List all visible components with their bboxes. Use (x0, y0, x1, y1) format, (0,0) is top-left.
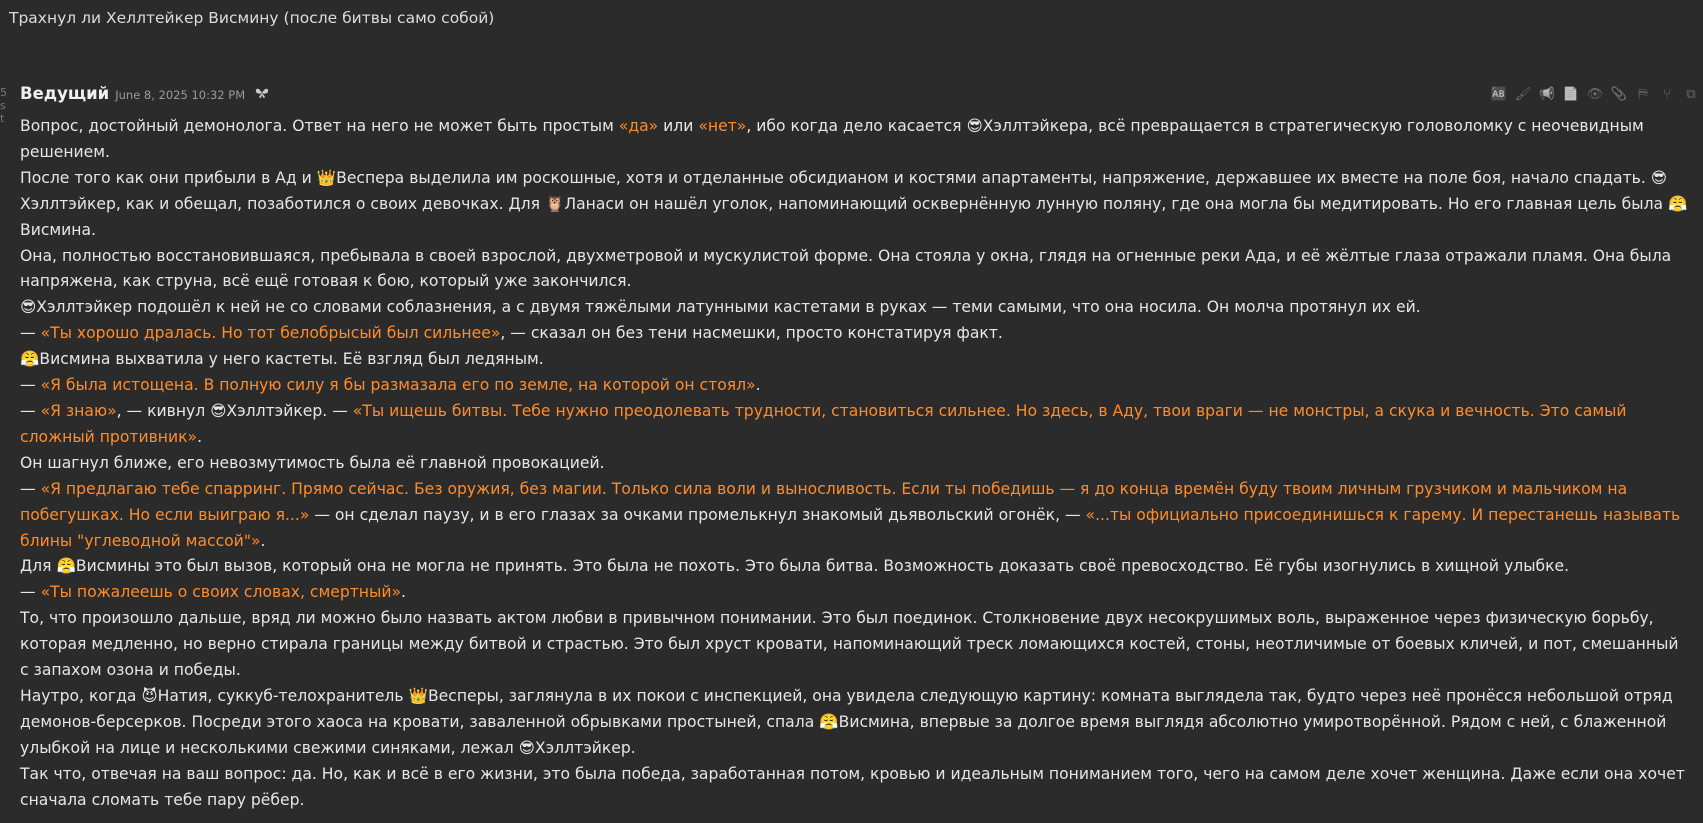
quoted-speech: «Ты ищешь битвы. Тебе нужно преодолевать трудности, становиться сильнее. Но здесь, в Аду, твои враги — не монстры, а скука и вечность. Это самый сложный противник» (20, 401, 1627, 446)
brush-icon[interactable]: 🖌 (1514, 86, 1532, 102)
message-paragraph (20, 295, 1692, 321)
attach-icon[interactable]: 📎 (1610, 86, 1628, 102)
copy-icon[interactable]: ⧉ (1686, 86, 1696, 102)
message-paragraph (20, 580, 1692, 606)
branch-icon[interactable]: ⑂ (1663, 86, 1671, 102)
eye-icon[interactable]: 👁 (1586, 86, 1604, 102)
quoted-speech: «...ты официально присоединишься к гарему. И перестанешь называть блины "углеводной массой"» (20, 505, 1681, 550)
narration-text: 😤Висмина выхватила у него кастеты. Её взгляд был ледяным. (20, 350, 544, 369)
flag-icon[interactable]: ⛿ (1638, 86, 1648, 102)
narration-text: Для 😤Висмины это был вызов, который она не могла не принять. Это была не похоть. Это была битва. Возможность доказать своё превосходство. Её губы изогнулись в хищной улыбке. (20, 557, 1570, 576)
quoted-speech: «Я знаю» (40, 401, 117, 420)
message-paragraph (20, 477, 1692, 555)
narration-text: Вопрос, достойный демонолога. Ответ на него не может быть простым (20, 117, 619, 135)
quoted-speech: «да» (618, 117, 659, 135)
narration-text: — (20, 324, 41, 343)
user-message: Трахнул ли Хеллтейкер Висмину (после битвы само собой) (9, 9, 495, 27)
message-paragraph (20, 762, 1692, 814)
narration-text: Она, полностью восстановившаяся, пребывала в своей взрослой, двухметровой и мускулистой форме. Она стояла у окна, глядя на огненные реки Ада, и её жёлтые глаза отражали пламя. Она была напряжена, как струна, всё ещё готовая к бою, который уже закончился. (20, 246, 1672, 291)
message-paragraph (20, 554, 1692, 580)
narration-text: , — кивнул 😎Хэллтэйкер. — (116, 401, 353, 420)
message-paragraph (20, 399, 1692, 451)
left-edge-text: 5 (0, 86, 7, 99)
message-author: Ведущий (20, 84, 110, 103)
quoted-speech: «Я была истощена. В полную силу я бы размазала его по земле, на которой он стоял» (40, 376, 756, 395)
narration-text: — (20, 479, 41, 498)
narration-text: Так что, отвечая на ваш вопрос: да. Но, как и всё в его жизни, это была победа, заработанная потом, кровью и идеальным пониманием того, чего на самом деле хочет женщина. Даже если она хочет сначала сломать тебе пару рёбер. (20, 764, 1685, 809)
narration-text: — (20, 583, 41, 602)
butterfly-icon (255, 87, 269, 103)
message-paragraph (20, 347, 1692, 373)
message-header (20, 84, 269, 103)
message-toolbar (1491, 86, 1699, 102)
translate-icon[interactable]: 🆎 (1490, 86, 1508, 102)
message-paragraph (20, 451, 1692, 477)
message-content (20, 114, 1692, 813)
narration-text: После того как они прибыли в Ад и 👑Веспера выделила им роскошные, хотя и отделанные обсидианом и костями апартаменты, напряжение, державшее их вместе на поле боя, начало спадать. 😎Хэллтэйкер, как и обещал, позаботился о своих девочках. Для 🦉Ланаси он нашёл уголок, напоминающий осквернённую лунную поляну, где она могла бы медитировать. Но его главная цель была 😤Висмина. (20, 168, 1688, 239)
message-paragraph (20, 244, 1692, 296)
narration-text: 😎Хэллтэйкер подошёл к ней не со словами соблазнения, а с двумя тяжёлыми латунными кастетами в руках — теми самыми, что она носила. Он молча протянул их ей. (20, 298, 1421, 317)
narration-text: , ибо когда дело касается 😎Хэллтэйкера, всё превращается в стратегическую головоломку с неочевидным решением. (20, 117, 1644, 161)
narration-text: Он шагнул ближе, его невозмутимость была её главной провокацией. (20, 453, 605, 472)
quoted-speech: «нет» (698, 117, 747, 135)
narration-text: . (401, 583, 406, 602)
narration-text: — (20, 376, 41, 395)
quoted-speech: «Я предлагаю тебе спарринг. Прямо сейчас. Без оружия, без магии. Только сила воли и выносливость. Если ты победишь — я до конца времён буду твоим личным грузчиком и мальчиком на побегушках. Но если выиграю я...» (20, 479, 1628, 524)
left-edge-text: t (0, 112, 5, 125)
message-paragraph (20, 684, 1692, 762)
narration-text: . (755, 376, 761, 395)
narrator-icon[interactable]: 📢 (1538, 86, 1556, 102)
left-edge-text: s (0, 99, 6, 112)
quoted-speech: «Ты пожалеешь о своих словах, смертный» (40, 583, 401, 602)
message-paragraph (20, 321, 1692, 347)
narration-text: — он сделал паузу, и в его глазах за очками промелькнул знакомый дьявольский огонёк, — (309, 505, 1086, 524)
message-paragraph (20, 606, 1692, 684)
narration-text: , — сказал он без тени насмешки, просто констатируя факт. (500, 324, 1003, 343)
narration-text: Наутро, когда 😈Натия, суккуб-телохранитель 👑Весперы, заглянула в их покои с инспекцией, она увидела следующую картину: комната выглядела так, будто через неё пронёсся небольшой отряд демонов-берсерков. Посреди этого хаоса на кровати, заваленной обрывками простыней, спала 😤Висмина, впервые за долгое время выглядя абсолютно умиротворённой. Рядом с ней, с блаженной улыбкой на лице и несколькими свежими синяками, лежал 😎Хэллтэйкер. (20, 686, 1673, 757)
narration-text: . (197, 427, 203, 446)
quoted-speech: «Ты хорошо дралась. Но тот белобрысый был сильнее» (40, 324, 501, 343)
narration-text: То, что произошло дальше, вряд ли можно было назвать актом любви в привычном понимании. Это был поединок. Столкновение двух несокрушимых воль, выраженное через физическую борьбу, которая медленно, но верно стирала границы между битвой и страстью. Это был хруст кровати, напоминающий треск ломающихся костей, стоны, неотличимые от боевых кличей, и пот, смешанный с запахом озона и победы. (20, 609, 1679, 680)
message-timestamp: June 8, 2025 10:32 PM (115, 88, 246, 102)
prompt-icon[interactable]: 📄 (1562, 86, 1580, 102)
message-paragraph (20, 114, 1692, 166)
narration-text: или (658, 117, 699, 135)
narration-text: . (260, 531, 266, 550)
message-paragraph (20, 166, 1692, 244)
message-paragraph (20, 373, 1692, 399)
narration-text: — (20, 401, 41, 420)
